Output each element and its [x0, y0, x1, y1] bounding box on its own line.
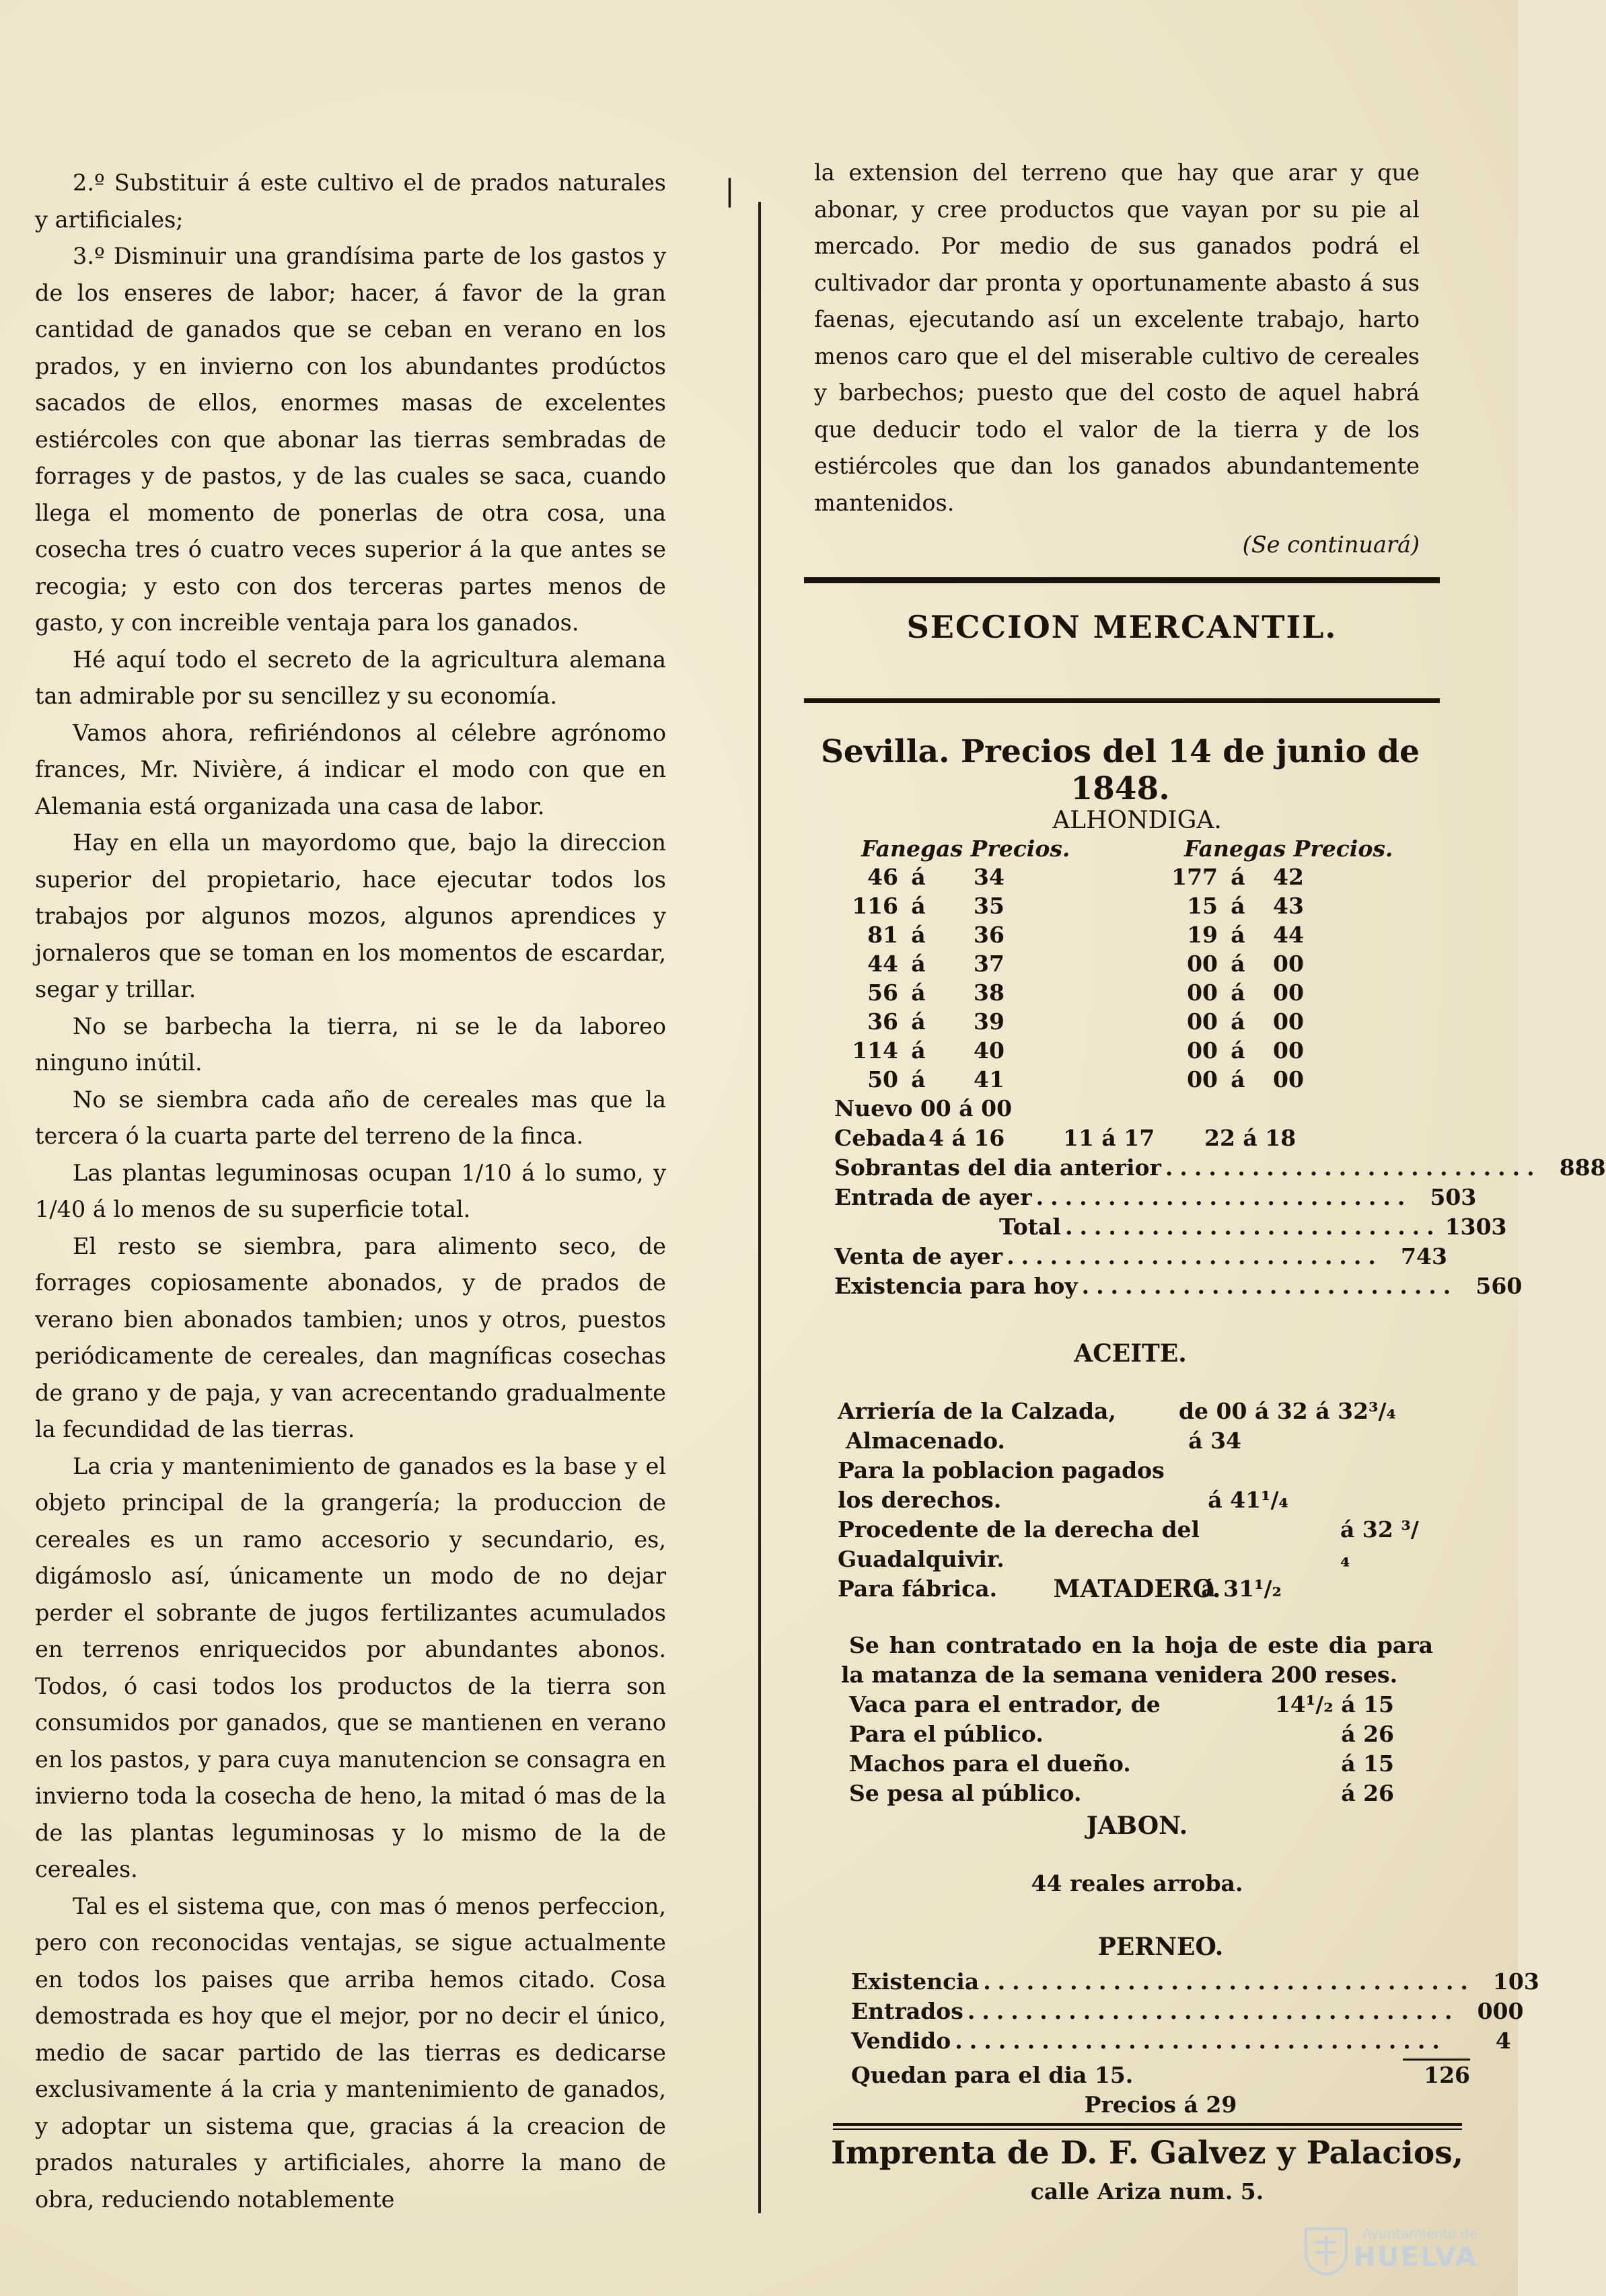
paragraph: No se siembra cada año de cereales mas que la tercera ó la cuarta parte del terreno de la finca. [35, 1086, 666, 1149]
paragraph: Tal es el sistema que, con mas ó menos perfeccion, pero con reconocidas ventajas, se sigue actualmente en todos los paises que arriba hemos citado. Cosa demostrada es hoy que el mejor, por no decir el único, medio de sacar partido de las tierras es dedicarse exclusivamente á la cria y mantenimiento de ganados, y adoptar un sistema que, gracias á la creacion de prados naturales y artificiales, ahorre la mano de obra, reduciendo notablemente [35, 1892, 666, 2213]
alhondiga-cell: 44 [867, 951, 898, 977]
right-column-text [814, 155, 1420, 564]
left-column [35, 165, 666, 2218]
column-mark: | [725, 174, 735, 208]
alhondiga-cell: 116 [852, 893, 898, 919]
alhondiga-cell: á [911, 1008, 926, 1035]
coat-of-arms-icon [1303, 2222, 1350, 2276]
summary-value: 743 [1401, 1243, 1447, 1269]
matadero-intro: Se han contratado en la hoja de este dia para la matanza de la semana venidera 200 reses. [841, 1632, 1433, 1688]
cebada-value: 4 á 16 [928, 1125, 1005, 1151]
matadero-row [849, 1779, 1394, 1808]
cebada-value: 11 á 17 [1063, 1125, 1155, 1151]
column-divider [758, 202, 761, 2213]
alhondiga-row [834, 1007, 1319, 1036]
summary-label: Total [999, 1214, 1061, 1240]
alhondiga-cell: 114 [852, 1037, 898, 1064]
perneo-quedan-label: Quedan para el dia 15. [851, 2062, 1134, 2088]
nuevo-row: Nuevo 00 á 00 [834, 1095, 1013, 1121]
matadero-label: Para el público. [849, 1721, 1044, 1747]
perneo-label: Entrados [851, 1998, 963, 2024]
matadero-title: MATADERO. [1053, 1575, 1221, 1603]
perneo-label: Existencia [851, 1968, 980, 1995]
alhondiga-row [834, 1065, 1319, 1094]
alhondiga-row [834, 1036, 1319, 1065]
summary-row: Entrada de ayer .......................... 503 [834, 1183, 1399, 1212]
aceite-value: á 32 ³/₄ [1340, 1516, 1419, 1572]
alhondiga-row [834, 920, 1319, 949]
alhondiga-cell: 36 [974, 922, 1005, 948]
alhondiga-cell: á [1231, 1037, 1245, 1064]
section-rule-top [804, 577, 1440, 583]
alhondiga-row [834, 891, 1319, 920]
alhondiga-cell: á [911, 864, 926, 890]
alhondiga-cell: á [911, 922, 926, 948]
aceite-value: á 31¹/₂ [1201, 1576, 1282, 1602]
alhondiga-summary [834, 1153, 1606, 1301]
alhondiga-cell: á [1231, 922, 1245, 948]
alhondiga-cell: 00 [1187, 1066, 1218, 1093]
cebada-label: Cebada [834, 1125, 926, 1151]
matadero-row [849, 1719, 1394, 1749]
perneo-value: 103 [1492, 1968, 1539, 1995]
summary-row: Total .......................... 1303 [834, 1212, 1399, 1242]
matadero-label: Se pesa al público. [849, 1780, 1082, 1806]
aceite-label: Para fábrica. [838, 1576, 998, 1602]
watermark-title: HUELVA [1353, 2242, 1477, 2272]
perneo-label: Vendido [851, 2028, 951, 2054]
summary-label: Venta de ayer [834, 1243, 1003, 1269]
alhondiga-cell: 36 [867, 1008, 898, 1035]
aceite-row [838, 1426, 1423, 1456]
perneo-row: Entrados .................................. 000 [851, 1997, 1470, 2026]
alhondiga-cell: 35 [974, 893, 1005, 919]
summary-value: 503 [1430, 1184, 1477, 1210]
aceite-label: Arriería de la Calzada, [838, 1398, 1116, 1424]
alhondiga-cell: á [1231, 951, 1245, 977]
alhondiga-cell: 00 [1273, 1008, 1304, 1035]
matadero-label: Machos para el dueño. [849, 1750, 1131, 1777]
alhondiga-cell: 00 [1187, 1008, 1218, 1035]
alhondiga-cell: 40 [974, 1037, 1005, 1064]
watermark-text: Ayuntamiento de [1362, 2225, 1477, 2242]
aceite-row [838, 1397, 1423, 1426]
section-title: SECCION MERCANTIL. [906, 609, 1338, 645]
paragraph: La cria y mantenimiento de ganados es la base y el objeto principal de la grangería; la produccion de cereales es un ramo accesorio y secundario, es, digámoslo así, únicamente un modo de no dejar perder el sobrante de jugos fertilizantes acumulados en terrenos enriquecidos por abundantes abonos. Todos, ó casi todos los productos de la tierra son consumidos por ganados, que se mantienen en verano en los pastos, y para cuya manutencion se consagra en invierno toda la cosecha de heno, la mitad ó mas de la de las plantas leguminosas y lo mismo de la de cereales. [35, 1452, 666, 1882]
aceite-value: á 34 [1188, 1428, 1241, 1454]
summary-value: 1303 [1445, 1214, 1507, 1240]
prices-heading: Sevilla. Precios del 14 de junio de 1848. [820, 733, 1420, 807]
perneo-title: PERNEO. [1097, 1933, 1224, 1961]
aceite-row [838, 1456, 1423, 1515]
summary-row: Sobrantas del dia anterior .......................... 888 [834, 1153, 1399, 1183]
alhondiga-cell: 50 [867, 1066, 898, 1093]
alhondiga-cell: 39 [974, 1008, 1005, 1035]
aceite-label: Almacenado. [846, 1428, 1005, 1454]
alhondiga-row [834, 978, 1319, 1007]
cebada-value: 22 á 18 [1204, 1125, 1297, 1151]
perneo-row: Existencia .................................. 103 [851, 1967, 1470, 1997]
aceite-value: á 41¹/₄ [1208, 1487, 1288, 1513]
matadero-value: 14¹/₂ á 15 [1274, 1691, 1394, 1717]
summary-label: Entrada de ayer [834, 1184, 1032, 1210]
alhondiga-table [834, 862, 1319, 1094]
alhondiga-cell: 00 [1273, 951, 1304, 977]
summary-row: Venta de ayer .......................... 743 [834, 1242, 1399, 1271]
jabon-title: JABON. [1086, 1812, 1188, 1840]
paragraph: El resto se siembra, para alimento seco, de forrages copiosamente abonados, y de prados de verano bien abonados tambien; unos y otros, puestos periódicamente de cereales, dan magníficas cosechas de grano y de paja, y van acrecentando gradualmente la fecundidad de las tierras. [35, 1232, 666, 1442]
aceite-row [838, 1515, 1423, 1574]
jabon-section [841, 1811, 1433, 1898]
matadero-value: á 26 [1341, 1780, 1394, 1806]
imprint-rule-thin [833, 2128, 1462, 2130]
alhondiga-cell: á [911, 1066, 926, 1093]
matadero-value: á 26 [1341, 1721, 1394, 1747]
imprint-line1: Imprenta de D. F. Galvez y Palacios, [830, 2135, 1464, 2172]
alhondiga-title: ALHONDIGA. [1052, 807, 1222, 834]
alhondiga-cell: 177 [1171, 864, 1218, 890]
paragraph: Hay en ella un mayordomo que, bajo la direccion superior del propietario, hace ejecutar todos los trabajos por algunos mozos, algunos aprendices y jornaleros que se toman en los momentos de escardar, segar y trillar. [35, 829, 666, 1002]
alhondiga-cell: 42 [1273, 864, 1304, 890]
summary-label: Sobrantas del dia anterior [834, 1154, 1161, 1181]
column-header: Fanegas Precios. [1184, 836, 1393, 862]
summary-value: 888 [1559, 1154, 1606, 1181]
jabon-price: 44 reales arroba. [1031, 1870, 1243, 1896]
alhondiga-cell: 00 [1273, 1066, 1304, 1093]
perneo-price: Precios á 29 [1084, 2091, 1237, 2118]
imprint-line2: calle Ariza num. 5. [1030, 2178, 1264, 2205]
paragraph: 3.º Disminuir una grandísima parte de los gastos y de los enseres de labor; hacer, á favor de la gran cantidad de ganados que se ceban en verano en los prados, y en invierno con los abundantes prodúctos sacados de ellos, enormes masas de excelentes estiércoles con que abonar las tierras sembradas de forrages y de pastos, y de las cuales se saca, cuando llega el momento de ponerlas de otra cosa, una cosecha tres ó cuatro veces superior á la que antes se recogia; y esto con dos terceras partes menos de gasto, y con increible ventaja para los ganados. [35, 243, 666, 636]
matadero-row [849, 1749, 1394, 1779]
perneo-quedan-value: 126 [1424, 2062, 1470, 2088]
alhondiga-cell: 15 [1187, 893, 1218, 919]
paragraph: la extension del terreno que hay que arar y que abonar, y cree productos que vayan por su pie al mercado. Por medio de sus ganados podrá el cultivador dar pronta y oportunamente abasto á sus faenas, ejecutando así un excelente trabajo, harto menos caro que el del miserable cultivo de cereales y barbechos; puesto que del costo de aquel habrá que deducir todo el valor de la tierra y de los estiércoles que dan los ganados abundantemente mantenidos. [814, 159, 1420, 516]
imprint-rule [833, 2123, 1462, 2126]
summary-value: 560 [1475, 1273, 1523, 1299]
alhondiga-cell: á [911, 979, 926, 1006]
paragraph: No se barbecha la tierra, ni se le da laboreo ninguno inútil. [35, 1012, 666, 1076]
paragraph: Hé aquí todo el secreto de la agricultura alemana tan admirable por su sencillez y su economía. [35, 646, 666, 709]
aceite-value: de 00 á 32 á 32³/₄ [1178, 1398, 1396, 1424]
alhondiga-cell: 43 [1273, 893, 1304, 919]
paragraph: 2.º Substituir á este cultivo el de prados naturales y artificiales; [35, 170, 666, 233]
alhondiga-cell: 37 [974, 951, 1005, 977]
cebada-row [834, 1123, 1440, 1153]
matadero-section [841, 1574, 1433, 1808]
aceite-section [838, 1339, 1423, 1604]
alhondiga-cell: á [1231, 893, 1245, 919]
aceite-title: ACEITE. [1074, 1339, 1187, 1368]
alhondiga-cell: 00 [1273, 1037, 1304, 1064]
alhondiga-cell: á [911, 951, 926, 977]
alhondiga-row [834, 949, 1319, 978]
alhondiga-cell: 46 [867, 864, 898, 890]
alhondiga-cell: 81 [867, 922, 898, 948]
alhondiga-cell: á [1231, 1008, 1245, 1035]
alhondiga-cell: 41 [974, 1066, 1005, 1093]
section-rule-bottom [804, 698, 1440, 703]
paragraph: Vamos ahora, refiriéndonos al célebre agrónomo frances, Mr. Nivière, á indicar el modo con que en Alemania está organizada una casa de labor. [35, 719, 666, 819]
matadero-value: á 15 [1341, 1750, 1394, 1777]
aceite-label: Procedente de la derecha del Guadalquivir. [838, 1516, 1200, 1572]
alhondiga-cell: 00 [1187, 979, 1218, 1006]
paragraph: Las plantas leguminosas ocupan 1/10 á lo sumo, y 1/40 á lo menos de su superficie total. [35, 1159, 666, 1222]
alhondiga-cell: á [1231, 979, 1245, 1006]
alhondiga-cell: 56 [867, 979, 898, 1006]
matadero-row [849, 1690, 1394, 1719]
alhondiga-row [834, 862, 1319, 891]
alhondiga-cell: á [1231, 1066, 1245, 1093]
alhondiga-cell: 00 [1273, 979, 1304, 1006]
aceite-label: Para la poblacion pagados los derechos. [838, 1457, 1165, 1513]
alhondiga-cell: 00 [1187, 951, 1218, 977]
perneo-value: 4 [1495, 2028, 1511, 2054]
watermark-logo [1303, 2222, 1477, 2276]
alhondiga-cell: 34 [974, 864, 1005, 890]
perneo-row: Vendido .................................. 4 [851, 2026, 1470, 2056]
continued-note: (Se continuará) [1242, 531, 1420, 558]
alhondiga-cell: á [911, 1037, 926, 1064]
perneo-section [851, 1932, 1539, 2120]
summary-label: Existencia para hoy [834, 1273, 1078, 1299]
perneo-value: 000 [1477, 1998, 1524, 2024]
alhondiga-cell: 00 [1187, 1037, 1218, 1064]
alhondiga-cell: á [911, 893, 926, 919]
summary-row: Existencia para hoy .......................... 560 [834, 1271, 1399, 1301]
perneo-quedan-row [851, 2061, 1470, 2090]
alhondiga-cell: 19 [1187, 922, 1218, 948]
alhondiga-section [834, 806, 1606, 1301]
alhondiga-cell: 44 [1273, 922, 1304, 948]
alhondiga-cell: 38 [974, 979, 1005, 1006]
column-header: Fanegas Precios. [861, 836, 1070, 862]
alhondiga-cell: á [1231, 864, 1245, 890]
matadero-label: Vaca para el entrador, de [849, 1691, 1161, 1717]
